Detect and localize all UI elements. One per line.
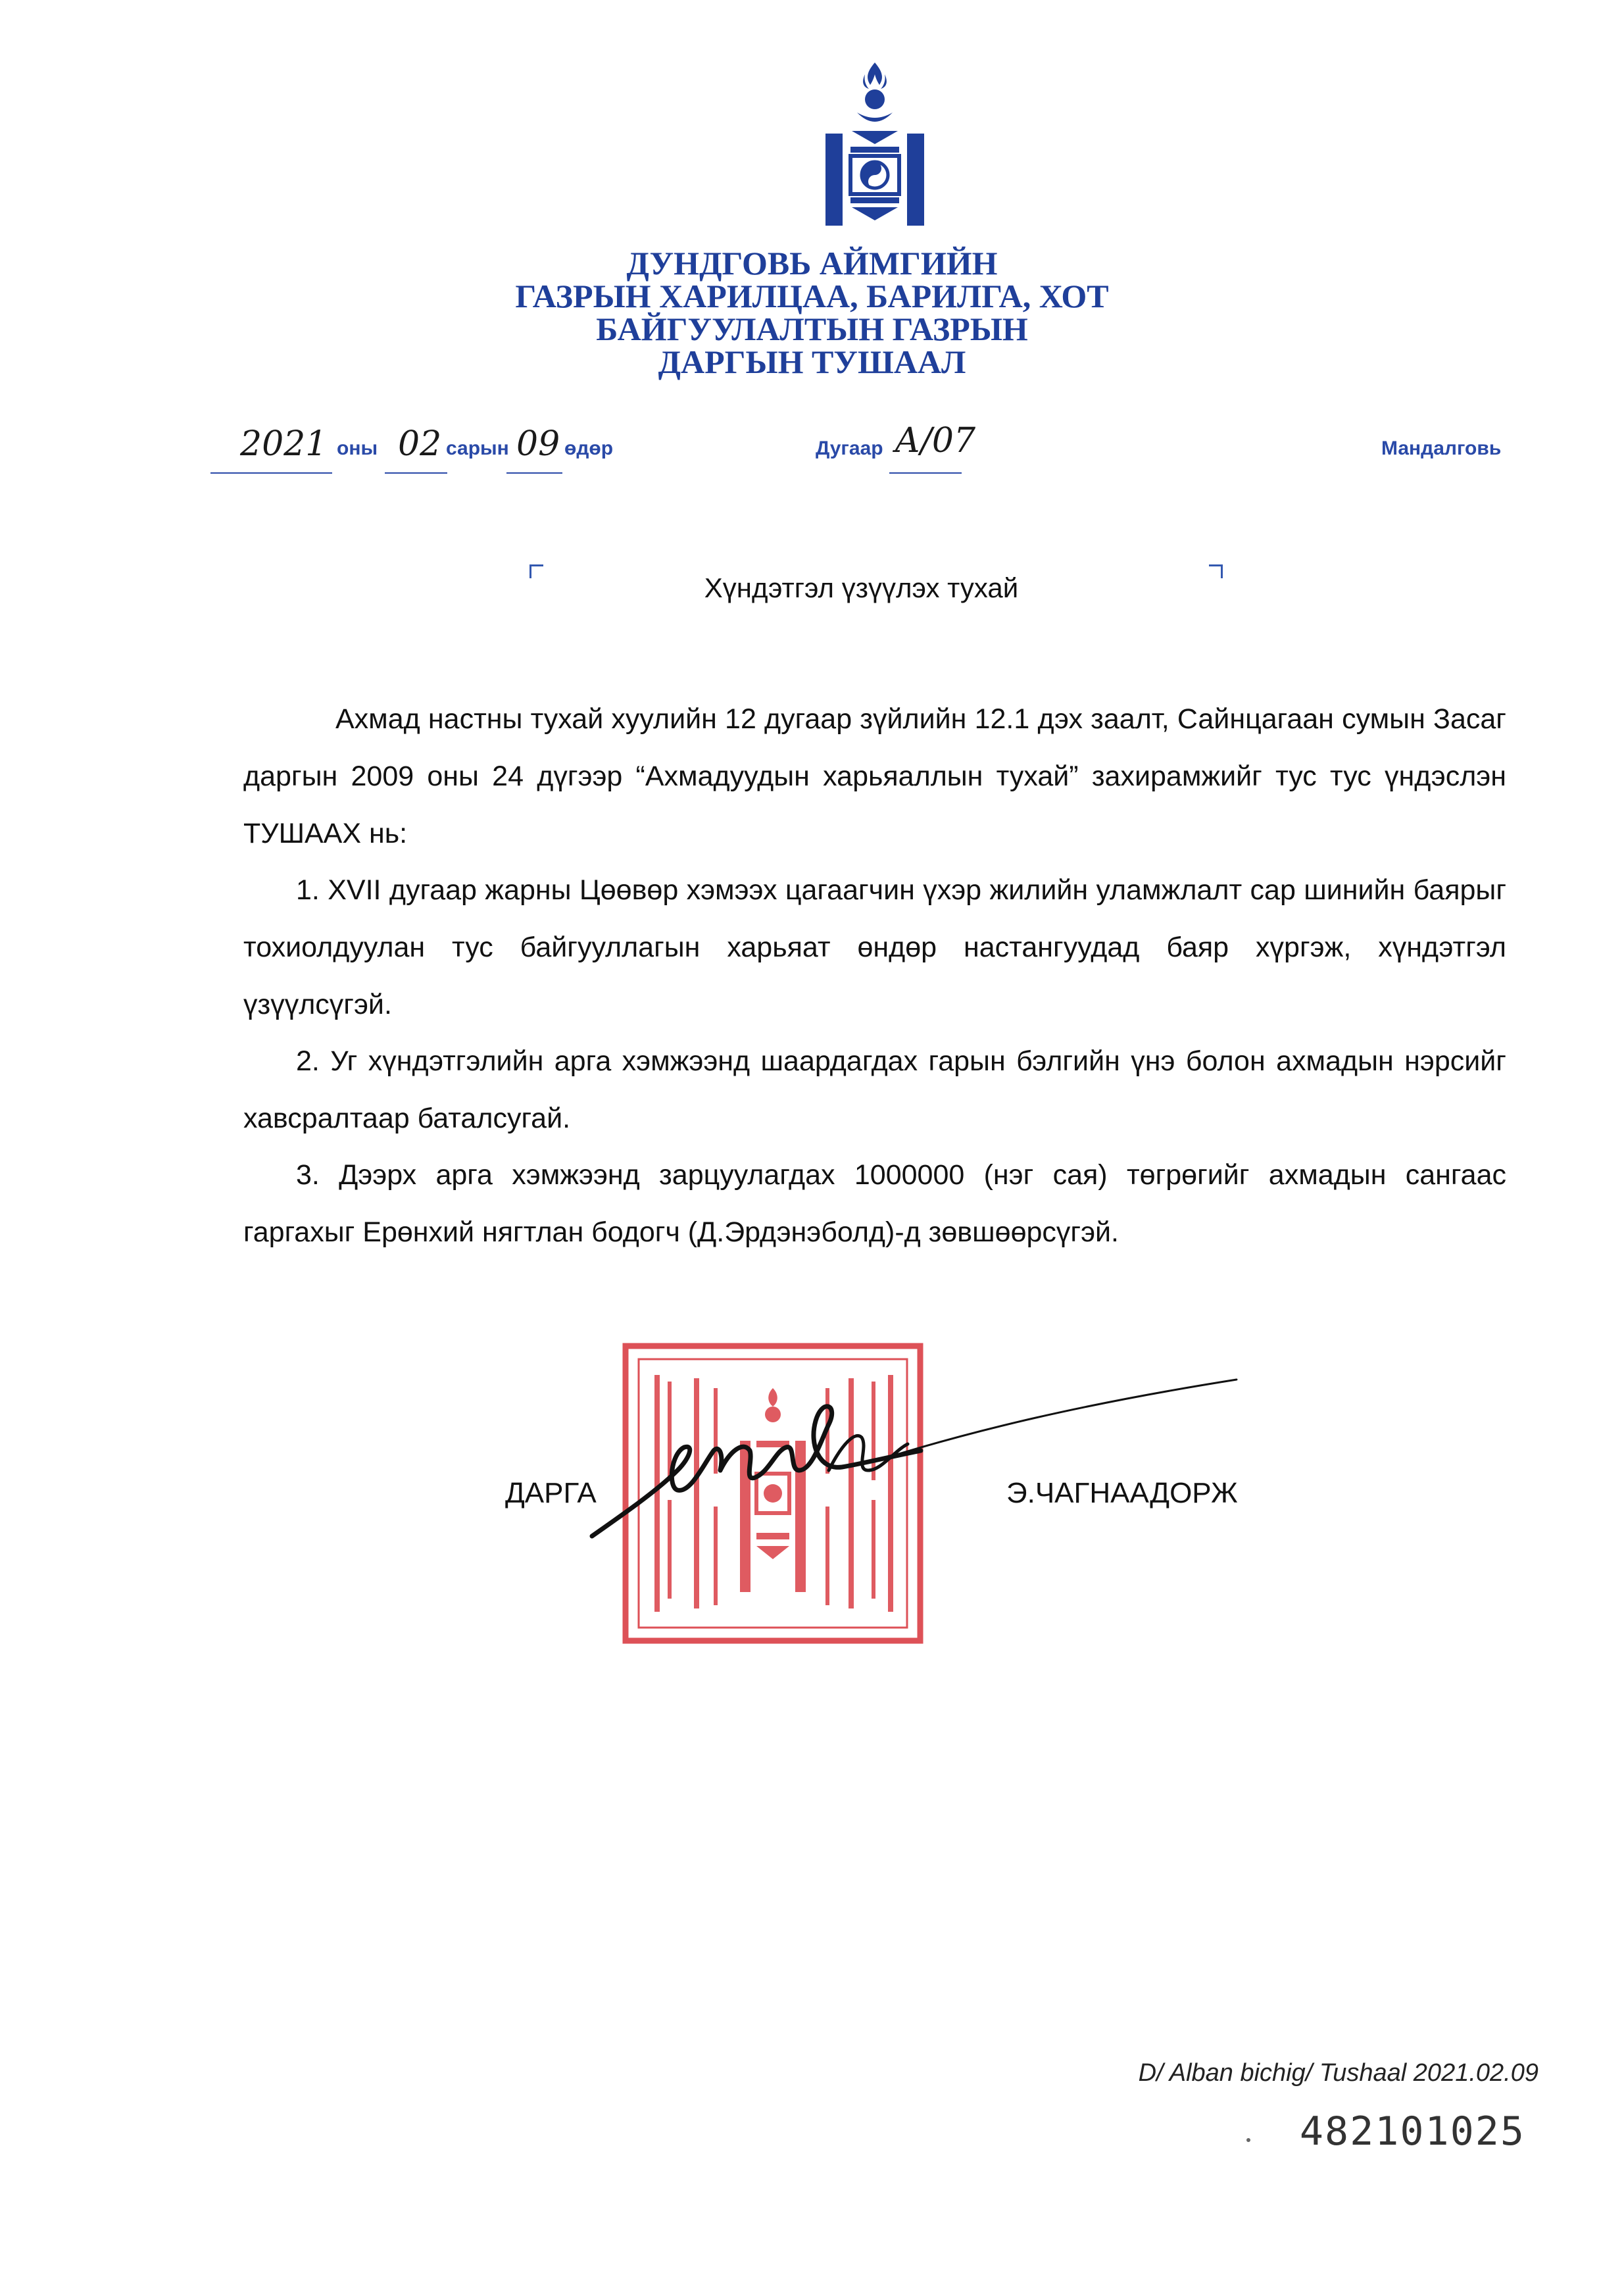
body-intro: Ахмад настны тухай хуулийн 12 дугаар зүйлийн 12.1 дэх заалт, Сайнцагаан сумын Засаг даргын 2009 оны 24 дүгээр “Ахмадуудын харьяаллын тухай” захирамжийг тус тус үндэслэн ТУШААХ нь: (243, 703, 1506, 849)
handwritten-signature-icon (579, 1372, 1250, 1562)
month-value: 02 (398, 424, 442, 464)
month-label: сарын (446, 437, 509, 459)
day-label: өдөр (564, 437, 614, 459)
order-item-1: 1. XVII дугаар жарны Цөөвөр хэмээх цагаагчин үхэр жилийн уламжлалт сар шинийн баярыг тохиолдуулан тус байгууллагын харьяат өндөр настангуудад баяр хүргэж, хүндэтгэл үзүүлсүгэй. (243, 874, 1506, 1020)
order-item-2: 2. Уг хүндэтгэлийн арга хэмжээнд шаардагдах гарын бэлгийн үнэ болон ахмадын нэрсийг хавсралтаар баталсугай. (243, 1045, 1506, 1134)
year-value: 2021 (240, 424, 328, 464)
number-value: А/07 (895, 421, 976, 461)
header-line-2: ГАЗРЫН ХАРИЛЦАА, БАРИЛГА, ХОТ (515, 278, 1109, 314)
signatory-title: ДАРГА (505, 1477, 597, 1509)
header-line-4: ДАРГЫН ТУШААЛ (658, 343, 966, 380)
year-label: оны (337, 437, 378, 459)
place-label: Мандалговь (1381, 437, 1502, 459)
footer-number: 482101025 (1299, 2108, 1525, 2155)
header-line-1: ДУНДГОВЬ АЙМГИЙН (626, 245, 998, 282)
subject-title (0, 572, 1624, 604)
header-line-3: БАЙГУУЛАЛТЫН ГАЗРЫН (596, 311, 1028, 347)
soyombo-emblem-icon (825, 62, 924, 234)
subject-text: Хүндэтгэл үзүүлэх тухай (704, 572, 1019, 603)
day-value: 09 (516, 424, 560, 464)
footer-dot (1246, 2138, 1250, 2142)
number-label: Дугаар (816, 437, 883, 459)
order-item-3: 3. Дээрх арга хэмжээнд зарцуулагдах 1000000 (нэг сая) төгрөгийг ахмадын сангаас гаргахыг Ерөнхий нягтлан бодогч (Д.Эрдэнэболд)-д зөвшөөрсүгэй. (243, 1159, 1506, 1248)
footer-reference: D/ Alban bichig/ Tushaal 2021.02.09 (1138, 2059, 1538, 2087)
signatory-name: Э.ЧАГНААДОРЖ (1006, 1477, 1238, 1509)
document-header (0, 247, 1624, 378)
